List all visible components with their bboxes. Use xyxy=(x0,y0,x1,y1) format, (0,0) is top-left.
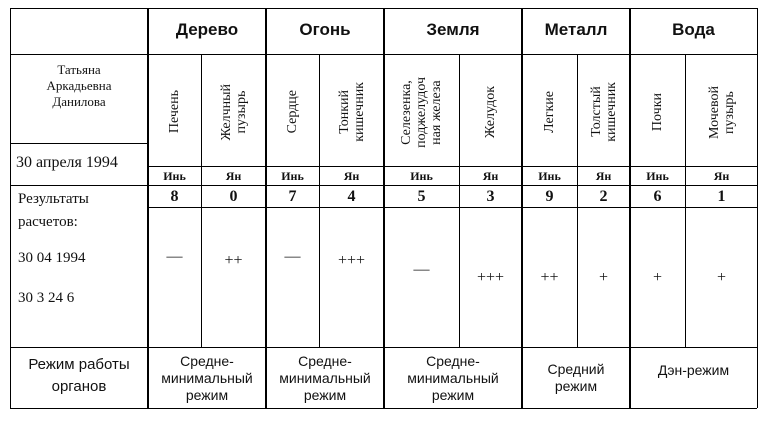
organ-value: 7 xyxy=(288,188,297,205)
organ-name-cell xyxy=(384,58,459,166)
organ-mark: +++ xyxy=(337,252,366,269)
organ-name: Селезенка, поджелудоч ная железа xyxy=(399,76,444,148)
mode-cell: Средне- минимальный режим xyxy=(161,352,253,403)
organ-mark: +++ xyxy=(476,269,505,286)
organ-mark: + xyxy=(598,269,609,286)
organ-value: 8 xyxy=(170,188,179,205)
mode-cell: Средне- минимальный режим xyxy=(407,352,499,403)
organ-name: Почки xyxy=(650,92,665,132)
yinyang-label: Ян xyxy=(343,168,360,183)
organ-mark: ++ xyxy=(224,252,243,269)
organ-name: Легкие xyxy=(542,91,557,133)
organ-value: 1 xyxy=(717,188,726,205)
birth-date: 30 апреля 1994 xyxy=(16,154,118,171)
organ-name: Тонкий кишечник xyxy=(336,82,367,142)
yinyang-label: Ян xyxy=(225,168,242,183)
organ-value: 3 xyxy=(486,188,495,205)
element-header: Металл xyxy=(544,20,608,39)
table-right-border xyxy=(757,8,758,408)
organ-mark: ++ xyxy=(540,269,559,286)
header-row-divider xyxy=(148,54,757,55)
organ-mark: + xyxy=(716,269,727,286)
organ-name-cell xyxy=(148,58,201,166)
organ-name: Мочевой пузырь xyxy=(706,85,737,139)
organ-name: Сердце xyxy=(285,90,300,134)
organ-name-cell xyxy=(686,58,757,166)
element-header: Земля xyxy=(426,20,480,39)
name-cell-top-divider xyxy=(10,54,148,55)
organ-value: 6 xyxy=(653,188,662,205)
table-left-border xyxy=(10,8,11,408)
yinyang-label: Инь xyxy=(163,168,186,183)
organ-value: 2 xyxy=(599,188,608,205)
organ-value: 5 xyxy=(417,188,426,205)
table-bottom-border xyxy=(10,408,757,409)
organ-name: Желчный пузырь xyxy=(218,83,249,141)
calc-label: Результаты расчетов: xyxy=(18,191,89,230)
organ-name-cell xyxy=(320,58,383,166)
organ-name-cell xyxy=(578,58,629,166)
yinyang-label: Инь xyxy=(281,168,304,183)
organ-name-cell xyxy=(202,58,265,166)
organ-value: 0 xyxy=(229,188,238,205)
organ-name-cell xyxy=(630,58,685,166)
mode-row-label: Режим работы органов xyxy=(28,356,130,395)
mode-cell: Средне- минимальный режим xyxy=(279,352,371,403)
yinyang-label: Ян xyxy=(482,168,499,183)
organ-name: Толстый кишечник xyxy=(588,82,619,142)
organ-name-cell xyxy=(266,58,319,166)
person-name: Татьяна Аркадьевна Данилова xyxy=(46,62,112,109)
organ-mark: — xyxy=(284,248,301,265)
element-header: Вода xyxy=(672,20,715,39)
element-header: Дерево xyxy=(175,20,239,39)
date-cell-divider xyxy=(10,143,148,144)
calc-line-2: 30 3 24 6 xyxy=(18,290,75,306)
yinyang-label: Инь xyxy=(538,168,561,183)
organ-name: Желудок xyxy=(483,85,498,139)
organ-mark: — xyxy=(413,261,430,278)
element-header: Огонь xyxy=(299,20,351,39)
organ-name-cell xyxy=(522,58,577,166)
yinyang-label: Ян xyxy=(595,168,612,183)
mode-cell: Дэн-режим xyxy=(657,361,730,378)
organ-value: 9 xyxy=(545,188,554,205)
yinyang-label: Ян xyxy=(713,168,730,183)
yinyang-label: Инь xyxy=(646,168,669,183)
organ-mark: — xyxy=(166,248,183,265)
yinyang-label: Инь xyxy=(410,168,433,183)
organ-mark: + xyxy=(652,269,663,286)
number-row-divider xyxy=(148,207,757,208)
organ-name: Печень xyxy=(167,90,182,134)
calc-line-1: 30 04 1994 xyxy=(18,250,86,266)
organ-name-cell xyxy=(460,58,521,166)
organ-value: 4 xyxy=(347,188,356,205)
mode-cell: Средний режим xyxy=(547,361,605,394)
